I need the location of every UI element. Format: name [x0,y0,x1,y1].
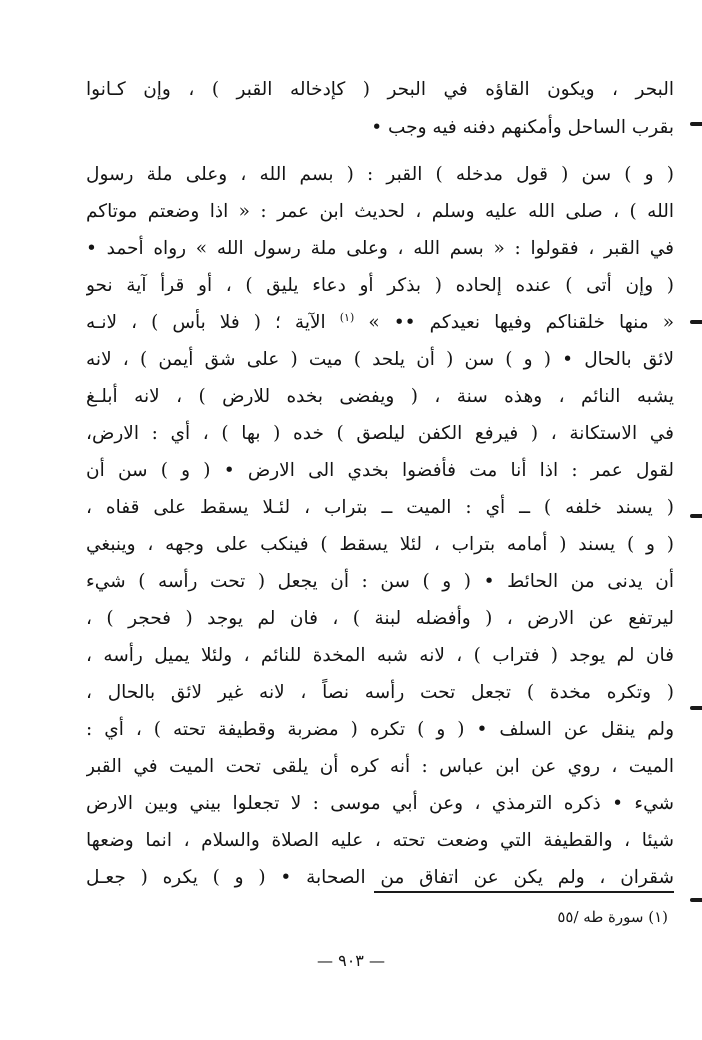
text-line: شيء • ذكره الترمذي ، وعن أبي موسى : لا تجعلوا بيني وبين الارض [86,793,674,814]
text-line: في القبر ، فقولوا : « بسم الله ، وعلى ملة رسول الله » رواه أحمد • [86,238,674,259]
text-line: ( يسند خلفه ) ــ أي : الميت ــ بتراب ، لئـلا يسقط على قفاه ، [86,497,674,518]
scan-edge-mark [690,122,702,126]
text-line: لائق بالحال • ( و ) سن ( أن يلحد ) ميت ( على شق أيمن ) ، لانه [86,349,674,370]
text-segment: الآية ؛ ( فلا بأس ) ، لانـه [86,312,326,333]
scan-edge-mark [690,320,702,324]
scan-edge-mark [690,898,702,902]
footnote: (١) سورة طه /٥٥ [557,908,668,926]
text-line: ( و ) سن ( قول مدخله ) القبر : ( بسم الله ، وعلى ملة رسول [86,164,674,185]
text-line: ليرتفع عن الارض ، ( وأفضله لبنة ) ، فان لم يوجد ( فحجر ) ، [86,608,674,629]
text-line: بقرب الساحل وأمكنهم دفنه فيه وجب • [371,117,674,138]
text-line: البحر ، ويكون القاؤه في البحر ( كإدخاله القبر ) ، وإن كـانوا [86,79,674,100]
text-line: يشبه النائم ، وهذه سنة ، ( ويفضى بخده للارض ) ، لانه أبلـغ [86,386,674,407]
text-line: في الاستكانة ، ( فيرفع الكفن ليلصق ) خده ( بها ) ، أي : الارض، [86,423,674,444]
text-line: الله ) ، صلى الله عليه وسلم ، لحديث ابن عمر : « اذا وضعتم موتاكم [86,201,674,222]
quote-text: « منها خلقناكم وفيها نعيدكم •• » [368,312,674,333]
text-line: ( و ) يسند ( أمامه بتراب ، لئلا يسقط ) فينكب على وجهه ، وينبغي [86,534,674,555]
scan-edge-mark [690,514,702,518]
page-number: — ٩٠٣ — [317,951,385,970]
text-line: ولم ينقل عن السلف • ( و ) تكره ( مضربة وقطيفة تحته ) ، أي : [86,719,674,740]
footnote-ref: (١) [339,310,355,324]
text-line: شيئا ، والقطيفة التي وضعت تحته ، عليه الصلاة والسلام ، انما وضعها [86,830,674,851]
text-line: لقول عمر : اذا أنا مت فأفضوا بخدي الى الارض • ( و ) سن أن [86,460,674,481]
text-line-with-footnote [86,304,674,342]
text-line: الميت ، روي عن ابن عباس : أنه كره أن يلقى تحت الميت في القبر [86,756,674,777]
text-line: أن يدنى من الحائط • ( و ) سن : أن يجعل ( تحت رأسه ) شيء [86,571,674,592]
text-line: فان لم يوجد ( فتراب ) ، لانه شبه المخدة للنائم ، ولئلا يميل رأسه ، [86,645,674,666]
text-line: ( وتكره مخدة ) تجعل تحت رأسه نصاً ، لانه غير لائق بالحال ، [86,682,674,703]
scan-edge-mark [690,706,702,710]
text-line: ( وإن أتى ) عنده إلحاده ( بذكر أو دعاء يليق ) ، أو قرأ آية نحو [86,275,674,296]
footnote-divider [374,891,674,893]
text-line: شقران ، ولم يكن عن اتفاق من الصحابة • ( و ) يكره ( جعـل [86,867,674,888]
